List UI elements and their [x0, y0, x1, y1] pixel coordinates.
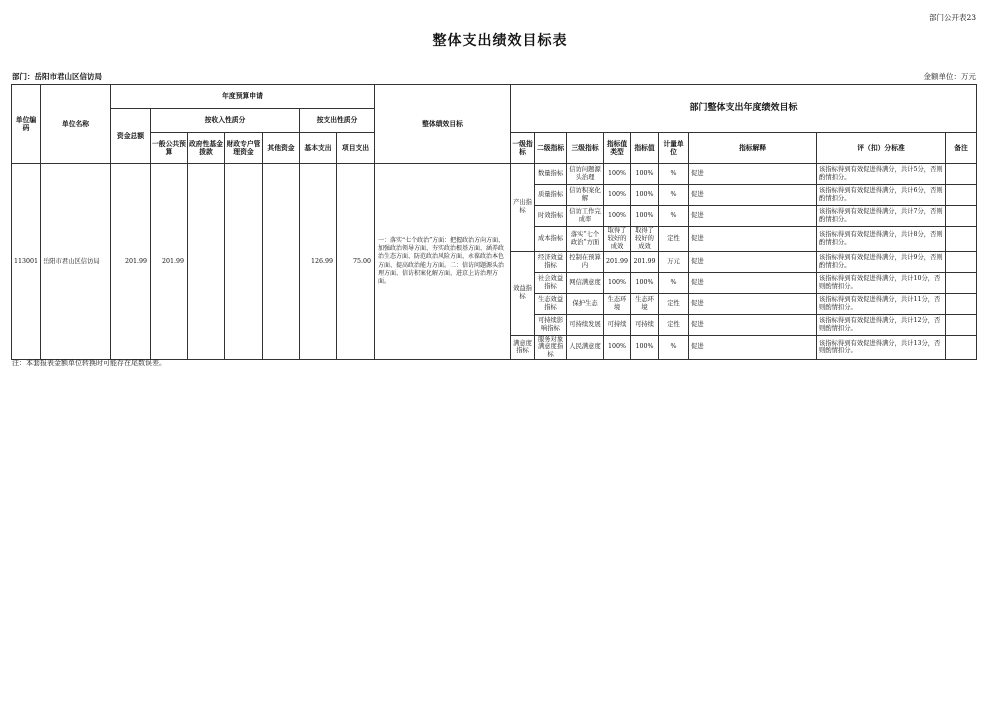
performance-table	[11, 84, 977, 360]
header-gov-fund: 政府性基金拨款	[188, 133, 225, 164]
indicator-l3: 网信满意度	[567, 272, 604, 293]
group-output: 产出指标	[511, 164, 535, 252]
indicator-unit: %	[659, 164, 689, 185]
indicator-remark	[946, 272, 977, 293]
indicator-unit: 定性	[659, 227, 689, 252]
indicator-type: 201.99	[604, 251, 631, 272]
header-total-funds: 资金总额	[111, 109, 151, 164]
indicator-value: 100%	[631, 335, 659, 360]
indicator-type: 取得了较好的成效	[604, 227, 631, 252]
indicator-unit: %	[659, 335, 689, 360]
indicator-explanation: 促进	[689, 251, 817, 272]
indicator-unit: 定性	[659, 314, 689, 335]
indicator-explanation: 促进	[689, 164, 817, 185]
page-label: 部门公开表23	[928, 13, 976, 22]
indicator-explanation: 促进	[689, 185, 817, 206]
indicator-type: 100%	[604, 206, 631, 227]
indicator-value: 100%	[631, 164, 659, 185]
indicator-remark	[946, 293, 977, 314]
indicator-l2: 可持续影响指标	[535, 314, 567, 335]
header-dept-goal: 部门整体支出年度绩效目标	[511, 85, 977, 133]
indicator-l2: 成本指标	[535, 227, 567, 252]
indicator-l2: 生态效益指标	[535, 293, 567, 314]
indicator-criteria: 该指标得到有效促进得满分，共计8分，否则酌情扣分。	[817, 227, 946, 252]
header-fiscal-special: 财政专户管理资金	[225, 133, 263, 164]
unit-name-cell: 岳阳市君山区信访局	[41, 164, 111, 360]
indicator-l3: 落实“七个政治”方面	[567, 227, 604, 252]
indicator-l2: 经济效益指标	[535, 251, 567, 272]
indicator-type: 100%	[604, 185, 631, 206]
department-label: 部门：岳阳市君山区信访局	[12, 72, 102, 81]
header-value-type: 指标值类型	[604, 133, 631, 164]
indicator-unit: %	[659, 272, 689, 293]
header-remark: 备注	[946, 133, 977, 164]
indicator-value: 100%	[631, 206, 659, 227]
indicator-criteria: 该指标得到有效促进得满分，共计7分，否则酌情扣分。	[817, 206, 946, 227]
indicator-explanation: 促进	[689, 293, 817, 314]
indicator-remark	[946, 227, 977, 252]
header-project-expense: 项目支出	[337, 133, 375, 164]
header-basic-expense: 基本支出	[300, 133, 337, 164]
indicator-value: 100%	[631, 185, 659, 206]
indicator-value: 可持续	[631, 314, 659, 335]
header-explanation: 指标解释	[689, 133, 817, 164]
group-benefit: 效益指标	[511, 251, 535, 335]
header-measure-unit: 计量单位	[659, 133, 689, 164]
indicator-l3: 控制在预算内	[567, 251, 604, 272]
overall-goal-cell: 一：落实“七个政治”方面：把握政治方向方面、加强政治领导方面、夯实政治根基方面、涵养政治生态方面、防范政治风险方面、永葆政治本色方面、提高政治能力方面。二：信访问题源头治理方面、信访积案化解方面、进京上访治理方面。	[375, 164, 511, 360]
indicator-l2: 服务对象满意度指标	[535, 335, 567, 360]
indicator-unit: 定性	[659, 293, 689, 314]
indicator-l3: 信访问题源头治理	[567, 164, 604, 185]
basic-expense-cell: 126.99	[300, 164, 337, 360]
indicator-remark	[946, 164, 977, 185]
indicator-value: 生态环境	[631, 293, 659, 314]
indicator-unit: 万元	[659, 251, 689, 272]
indicator-type: 100%	[604, 272, 631, 293]
indicator-explanation: 促进	[689, 272, 817, 293]
indicator-l2: 数量指标	[535, 164, 567, 185]
indicator-explanation: 促进	[689, 335, 817, 360]
indicator-value: 201.99	[631, 251, 659, 272]
gov-fund-cell	[188, 164, 225, 360]
indicator-l3: 信访积案化解	[567, 185, 604, 206]
header-unit-code: 单位编码	[12, 85, 41, 164]
indicator-criteria: 该指标得到有效促进得满分，共计13分，否则酌情扣分。	[817, 335, 946, 360]
indicator-criteria: 该指标得到有效促进得满分，共计9分，否则酌情扣分。	[817, 251, 946, 272]
indicator-value: 取得了较好的成效	[631, 227, 659, 252]
other-funds-cell	[263, 164, 300, 360]
page-title: 整体支出绩效目标表	[432, 33, 568, 49]
indicator-l3: 人民满意度	[567, 335, 604, 360]
group-satisfaction: 满意度指标	[511, 335, 535, 360]
indicator-explanation: 促进	[689, 314, 817, 335]
header-level2: 二级指标	[535, 133, 567, 164]
indicator-value: 100%	[631, 272, 659, 293]
indicator-remark	[946, 314, 977, 335]
indicator-l3: 可持续发展	[567, 314, 604, 335]
indicator-unit: %	[659, 206, 689, 227]
header-unit-name: 单位名称	[41, 85, 111, 164]
indicator-type: 生态环境	[604, 293, 631, 314]
indicator-unit: %	[659, 185, 689, 206]
project-expense-cell: 75.00	[337, 164, 375, 360]
unit-code-cell: 113001	[12, 164, 41, 360]
indicator-l2: 时效指标	[535, 206, 567, 227]
header-annual-budget: 年度预算申请	[111, 85, 375, 109]
header-by-income: 按收入性质分	[151, 109, 300, 133]
header-level1: 一级指标	[511, 133, 535, 164]
header-level3: 三级指标	[567, 133, 604, 164]
header-overall-goal: 整体绩效目标	[375, 85, 511, 164]
indicator-remark	[946, 185, 977, 206]
indicator-l2: 社会效益指标	[535, 272, 567, 293]
indicator-l2: 质量指标	[535, 185, 567, 206]
footnote: 注：本套报表金额单位转换时可能存在尾数误差。	[12, 359, 166, 367]
header-by-expense: 按支出性质分	[300, 109, 375, 133]
amount-unit-label: 金额单位：万元	[923, 72, 976, 81]
indicator-explanation: 促进	[689, 227, 817, 252]
indicator-l3: 信访工作完成率	[567, 206, 604, 227]
header-other-funds: 其他资金	[263, 133, 300, 164]
indicator-remark	[946, 206, 977, 227]
fiscal-special-cell	[225, 164, 263, 360]
indicator-explanation: 促进	[689, 206, 817, 227]
indicator-l3: 保护生态	[567, 293, 604, 314]
indicator-remark	[946, 335, 977, 360]
indicator-criteria: 该指标得到有效促进得满分，共计10分，否则酌情扣分。	[817, 272, 946, 293]
table-body	[12, 164, 977, 360]
indicator-type: 可持续	[604, 314, 631, 335]
indicator-criteria: 该指标得到有效促进得满分，共计12分，否则酌情扣分。	[817, 314, 946, 335]
indicator-type: 100%	[604, 335, 631, 360]
header-value: 指标值	[631, 133, 659, 164]
table-header	[12, 85, 977, 164]
indicator-criteria: 该指标得到有效促进得满分，共计11分，否则酌情扣分。	[817, 293, 946, 314]
header-criteria: 评（扣）分标准	[817, 133, 946, 164]
indicator-criteria: 该指标得到有效促进得满分，共计6分，否则酌情扣分。	[817, 185, 946, 206]
indicator-criteria: 该指标得到有效促进得满分，共计5分，否则酌情扣分。	[817, 164, 946, 185]
general-budget-cell: 201.99	[151, 164, 188, 360]
header-general-budget: 一般公共预算	[151, 133, 188, 164]
indicator-remark	[946, 251, 977, 272]
indicator-type: 100%	[604, 164, 631, 185]
table-row	[12, 164, 977, 185]
total-funds-cell: 201.99	[111, 164, 151, 360]
